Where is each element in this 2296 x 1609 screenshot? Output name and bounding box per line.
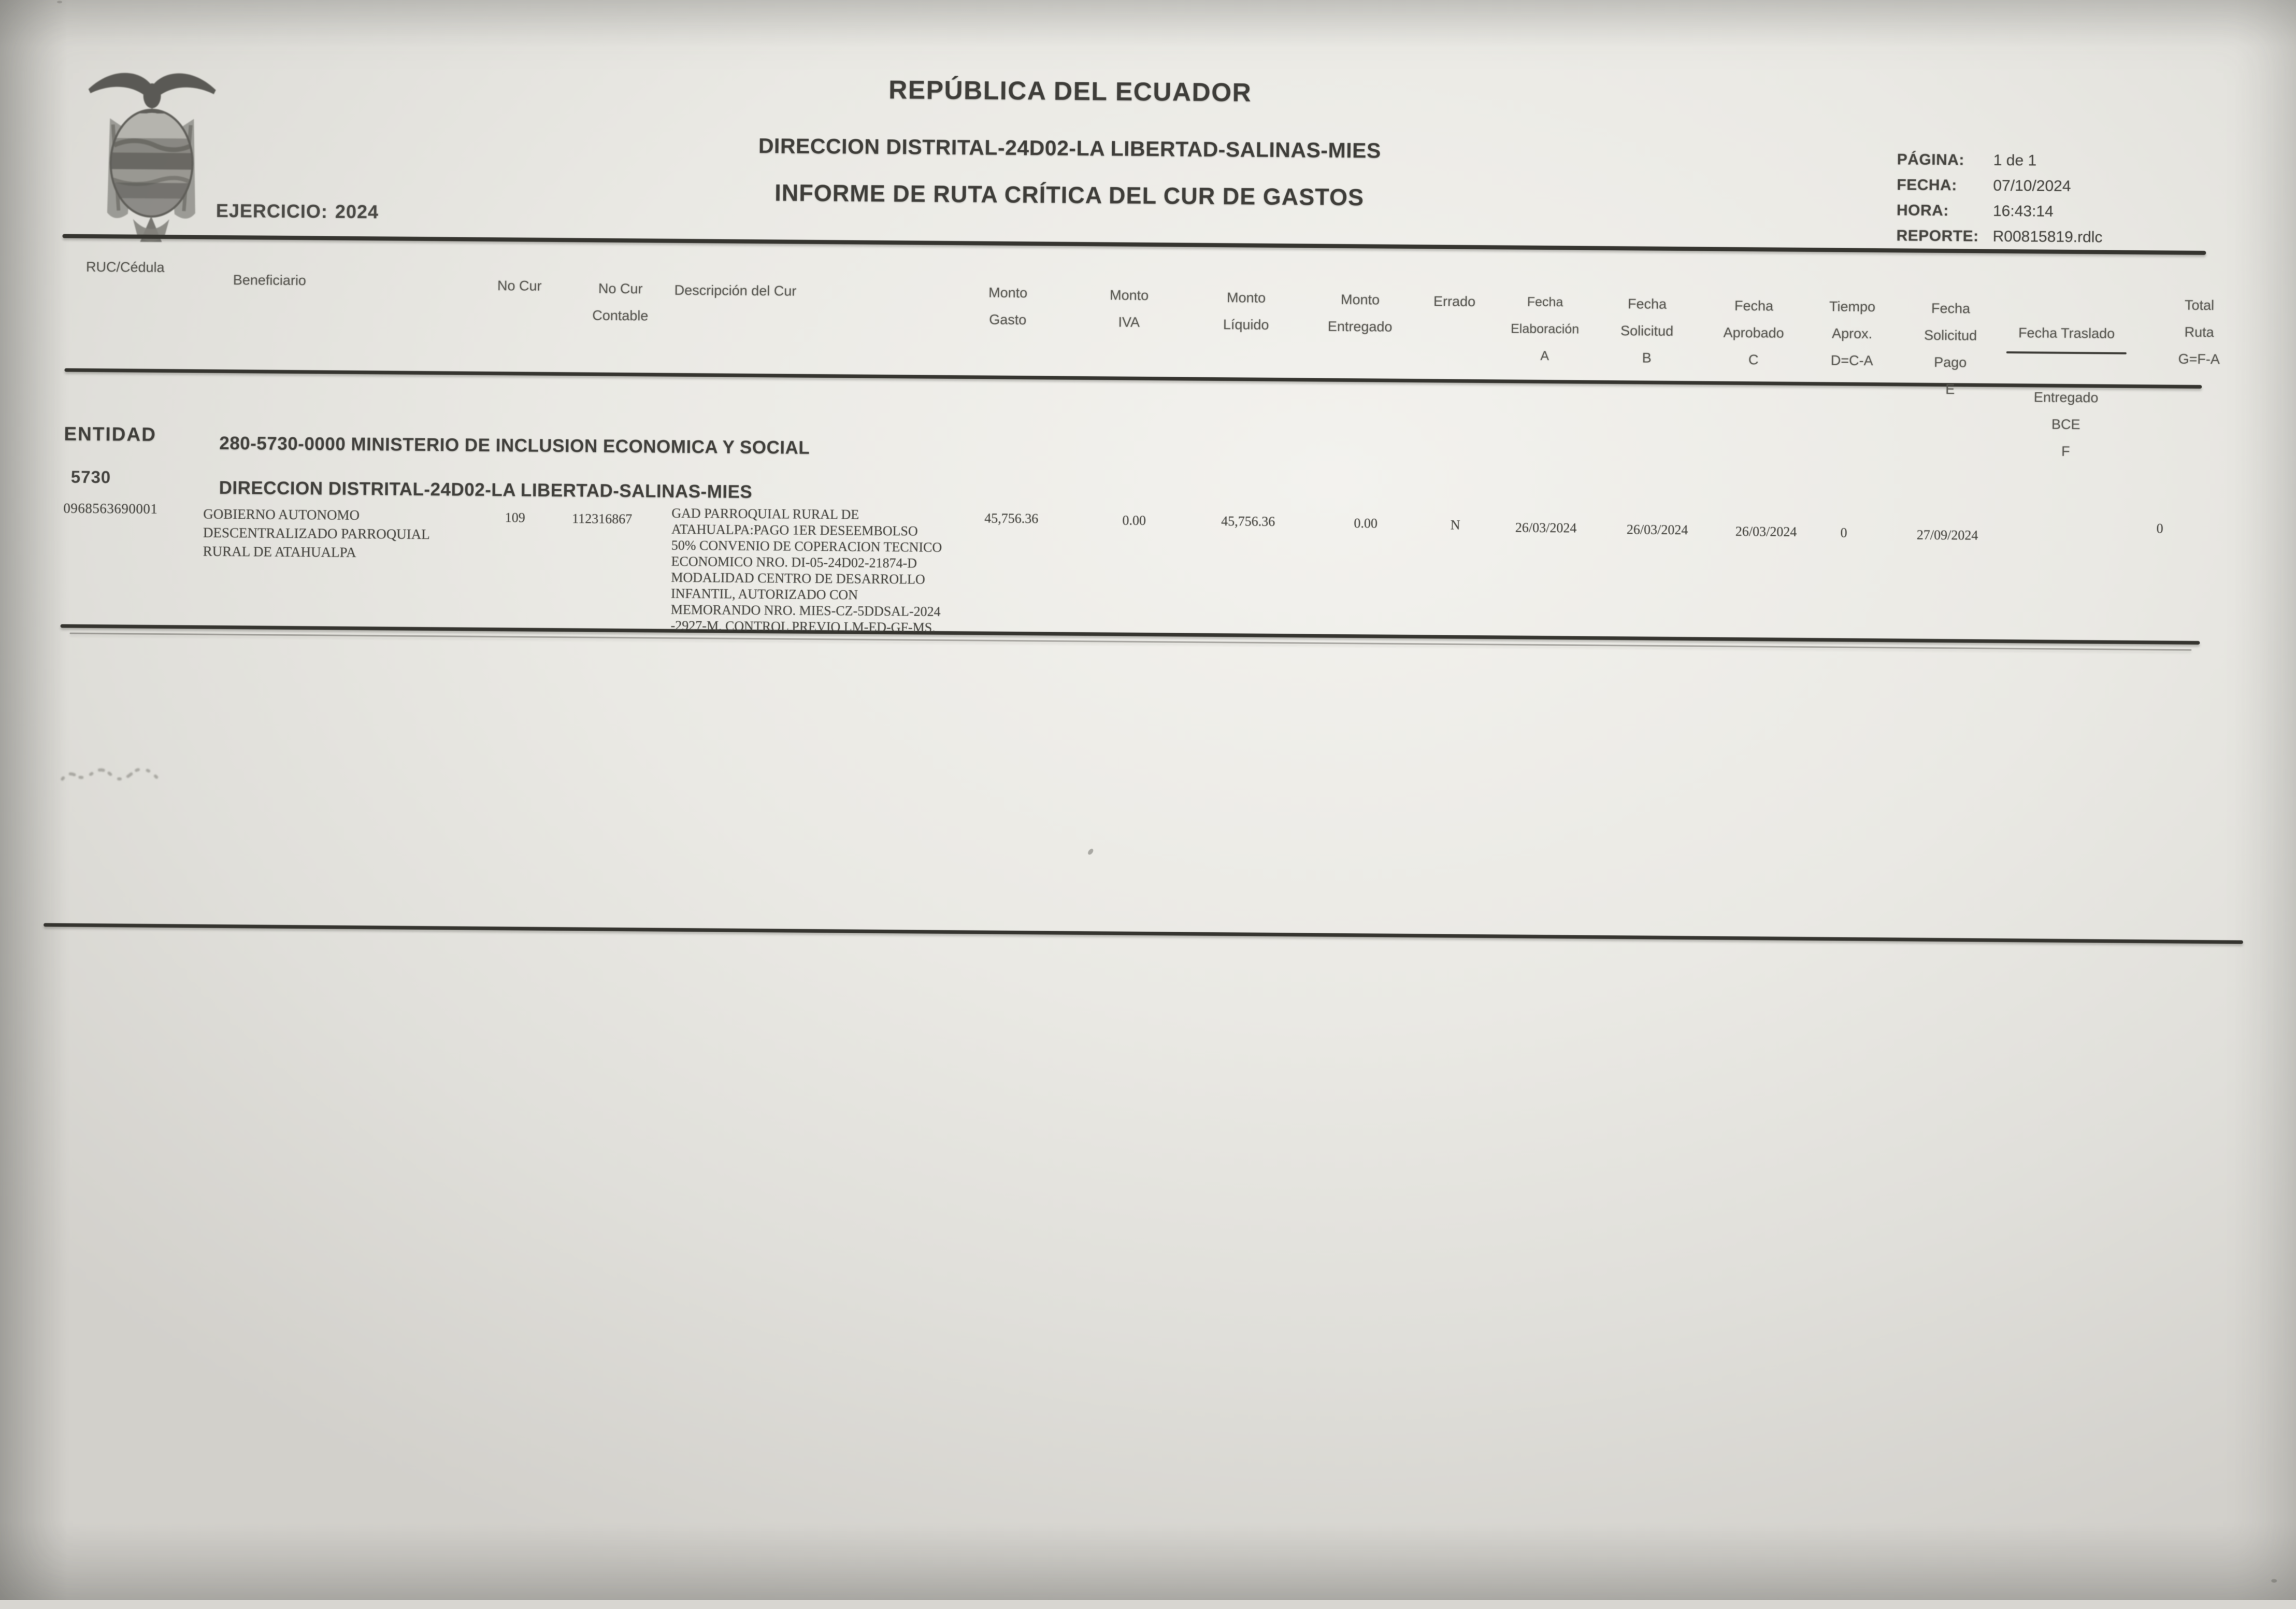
col-header-no-cur: No Cur (497, 278, 542, 294)
entity-subvalue: DIRECCION DISTRITAL-24D02-LA LIBERTAD-SALINAS-MIES (219, 477, 753, 502)
meta-fecha-label: FECHA: (1897, 176, 1957, 194)
page-title: REPÚBLICA DEL ECUADOR (888, 75, 1252, 107)
entity-value: 280-5730-0000 MINISTERIO DE INCLUSION ECONOMICA Y SOCIAL (219, 433, 810, 458)
cell-no-cur: 109 (505, 510, 525, 525)
subtitle-direccion: DIRECCION DISTRITAL-24D02-LA LIBERTAD-SALINAS-MIES (758, 134, 1381, 163)
col-header-fecha-traslado-top: Fecha Traslado (2018, 325, 2115, 341)
cell-fecha-aprobado: 26/03/2024 (1735, 523, 1797, 539)
cell-monto-gasto: 45,756.36 (984, 510, 1039, 526)
col-header-descripcion: Descripción del Cur (674, 282, 797, 299)
col-header-monto-iva: Monto IVA (1110, 287, 1149, 330)
col-header-total-ruta: Total Ruta G=F-A (2178, 297, 2220, 367)
scan-speck (2271, 1579, 2277, 1583)
cell-fecha-solicitud: 26/03/2024 (1626, 522, 1688, 538)
report-meta (1896, 151, 2103, 254)
col-header-beneficiario: Beneficiario (233, 272, 307, 289)
meta-fecha-value: 07/10/2024 (1993, 177, 2071, 195)
handwriting-smudge (58, 757, 214, 794)
meta-hora-value: 16:43:14 (1992, 202, 2054, 220)
col-header-monto-liquido: Monto Líquido (1223, 290, 1269, 333)
cell-ruc: 0968563690001 (63, 500, 158, 517)
col-header-ruc-cedula: RUC/Cédula (85, 259, 165, 276)
cell-fecha-traslado-bce (2012, 525, 2121, 526)
col-header-fecha-traslado (2002, 292, 2130, 492)
cell-descripcion: GAD PARROQUIAL RURAL DE ATAHUALPA:PAGO 1ER DESEEMBOLSO 50% CONVENIO DE COPERACION TECNICO ECONOMICO NRO. DI-05-24D02-21874-D MODALIDAD CENTRO DE DESARROLLO INFANTIL, AUTORIZADO CON MEMORANDO NRO. MIES-CZ-5DDSAL-2024 -2927-M. CONTROL PREVIO LM-ED-GF-MS. (670, 505, 942, 635)
cell-errado: N (1450, 517, 1460, 533)
meta-reporte-label: REPORTE: (1896, 227, 1979, 245)
col-header-monto-gasto: Monto Gasto (988, 284, 1028, 328)
entity-label: ENTIDAD (64, 423, 157, 445)
cell-monto-liquido: 45,756.36 (1221, 514, 1275, 529)
ecuador-coat-of-arms-icon (82, 57, 221, 259)
scan-speck (57, 1, 62, 3)
cell-monto-entregado: 0.00 (1354, 516, 1378, 531)
col-header-monto-entregado: Monto Entregado (1327, 291, 1393, 335)
report-title: INFORME DE RUTA CRÍTICA DEL CUR DE GASTOS (774, 179, 1365, 211)
cell-fecha-elaboracion: 26/03/2024 (1515, 520, 1577, 536)
cell-no-cur-contable: 112316867 (572, 511, 633, 527)
col-header-fecha-traslado-sub: Entregado BCE F (2033, 389, 2099, 459)
rule-section-bottom (44, 923, 2243, 944)
scan-speck (1087, 848, 1094, 856)
entity-subcode: 5730 (70, 467, 111, 487)
col-header-fecha-elaboracion: Fecha Elaboración A (1511, 294, 1580, 364)
col-header-no-cur-contable: No Cur Contable (592, 280, 649, 324)
rule-header-top (62, 234, 2206, 255)
col-header-fecha-solicitud-pago: Fecha Solicitud Pago E (1924, 300, 1977, 397)
meta-pagina-value: 1 de 1 (1993, 151, 2037, 169)
col-header-errado: Errado (1433, 293, 1476, 309)
ejercicio-label: EJERCICIO: (216, 200, 328, 222)
col-header-tiempo-aprox: Tiempo Aprox. D=C-A (1829, 298, 1876, 368)
fecha-traslado-divider (2006, 351, 2127, 354)
meta-hora-label: HORA: (1896, 202, 1949, 220)
cell-monto-iva: 0.00 (1122, 512, 1146, 528)
col-header-fecha-aprobado: Fecha Aprobado C (1723, 297, 1784, 368)
cell-tiempo-aprox: 0 (1840, 525, 1847, 540)
ejercicio-line (216, 200, 379, 223)
cell-beneficiario: GOBIERNO AUTONOMO DESCENTRALIZADO PARROQUIAL RURAL DE ATAHUALPA (203, 506, 430, 560)
meta-pagina-label: PÁGINA: (1897, 151, 1965, 169)
ejercicio-value: 2024 (335, 201, 379, 223)
title-block (643, 73, 1498, 211)
cell-fecha-solicitud-pago: 27/09/2024 (1916, 527, 1978, 543)
col-header-fecha-solicitud: Fecha Solicitud B (1620, 296, 1674, 366)
cell-total-ruta: 0 (2156, 521, 2163, 536)
meta-reporte-value: R00815819.rdlc (1992, 227, 2103, 246)
